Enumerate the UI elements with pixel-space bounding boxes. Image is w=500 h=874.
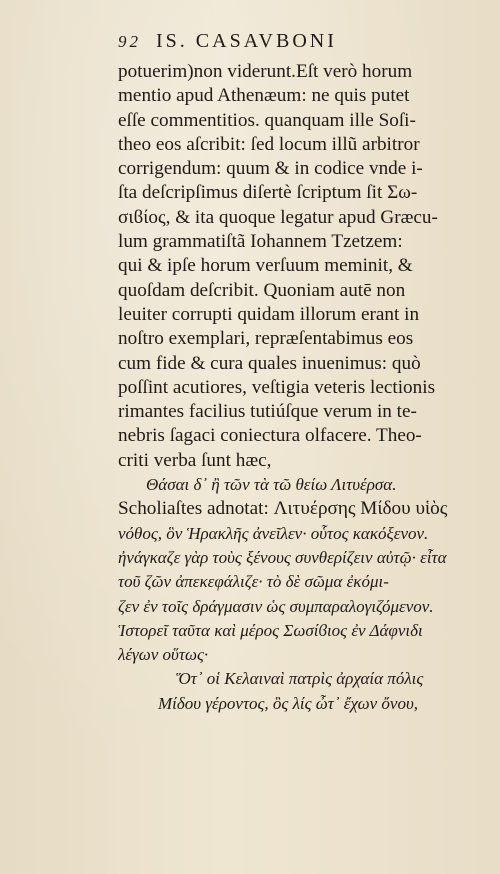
greek-verse-line: Ὅτ᾽ οἱ Κελαιναὶ πατρὶς ἀρχαία πόλις: [176, 669, 424, 689]
text-body: [118, 60, 478, 716]
greek-text-line: ζεν ἐν τοῖς δράγμασιν ὡς συμπαραλογιζόμενον.: [118, 596, 434, 616]
text-line: nebris ſagaci coniectura olfacere. Theo-: [118, 425, 422, 447]
greek-text-line: λέγων οὕτως·: [118, 645, 209, 665]
text-line: criti verba ſunt hæc,: [118, 449, 272, 471]
text-line: quoſdam deſcribit. Quoniam autē non: [118, 279, 406, 301]
text-line: mentio apud Athenæum: ne quis putet: [118, 85, 410, 107]
greek-verse-line: Μίδου γέροντος, ὃς λίς ὦτ᾽ ἔχων ὄνου,: [158, 693, 419, 713]
text-line: Scholiaſtes adnotat: Λιτυέρσης Μίδου υἱὸς: [118, 498, 448, 520]
text-line: lum grammatiſtã Iohannem Tzetzem:: [118, 231, 403, 253]
greek-text-line: Ἱστορεῖ ταῦτα καὶ μέρος Σωσίϐιος ἐν Δάφνιδι: [118, 620, 423, 640]
text-line: ſta deſcripſimus diſertè ſcriptum ſit Σω-: [118, 182, 418, 204]
text-line: leuiter corrupti quidam illorum erant in: [118, 303, 420, 325]
greek-verse-line: Θάσαι δ᾽ ἢ τῶν τὰ τῶ θείω Λιτυέρσα.: [146, 475, 397, 495]
greek-text-line: τοῦ ζῶν ἀπεκεφάλιζε· τὸ δὲ σῶμα ἐκόμι-: [118, 572, 389, 592]
text-line: σιϐίος, & ita quoque legatur apud Græcu-: [118, 206, 438, 228]
greek-text-line: ἠνάγκαζε γὰρ τοὺς ξένους συνθερίζειν αὐτῷ· εἶτα: [118, 547, 447, 567]
running-title: IS. CASAVBONI: [156, 30, 337, 52]
text-line: corrigendum: quum & in codice vnde i-: [118, 158, 423, 180]
page-number: 92: [118, 32, 141, 51]
text-line: noſtro exemplari, repræſentabimus eos: [118, 328, 414, 350]
text-line: cum fide & cura quales inuenimus: quò: [118, 352, 421, 374]
text-line: theo eos aſcribit: ſed locum illũ arbitror: [118, 133, 420, 155]
page-header: [118, 30, 478, 58]
text-line: poſſint acutiores, veſtigia veteris lectionis: [118, 376, 436, 398]
text-line: qui & ipſe horum verſuum meminit, &: [118, 255, 413, 277]
text-line: potuerim)non viderunt.Eſt verò horum: [118, 61, 413, 82]
text-line: eſſe commentitios. quanquam ille Soſi-: [118, 109, 416, 131]
greek-text-line: νόθος, ὃν Ἡρακλῆς ἀνεῖλεν· οὗτος κακόξενον.: [118, 523, 429, 543]
text-line: rimantes facilius tutiúſque verum in te-: [118, 401, 417, 423]
